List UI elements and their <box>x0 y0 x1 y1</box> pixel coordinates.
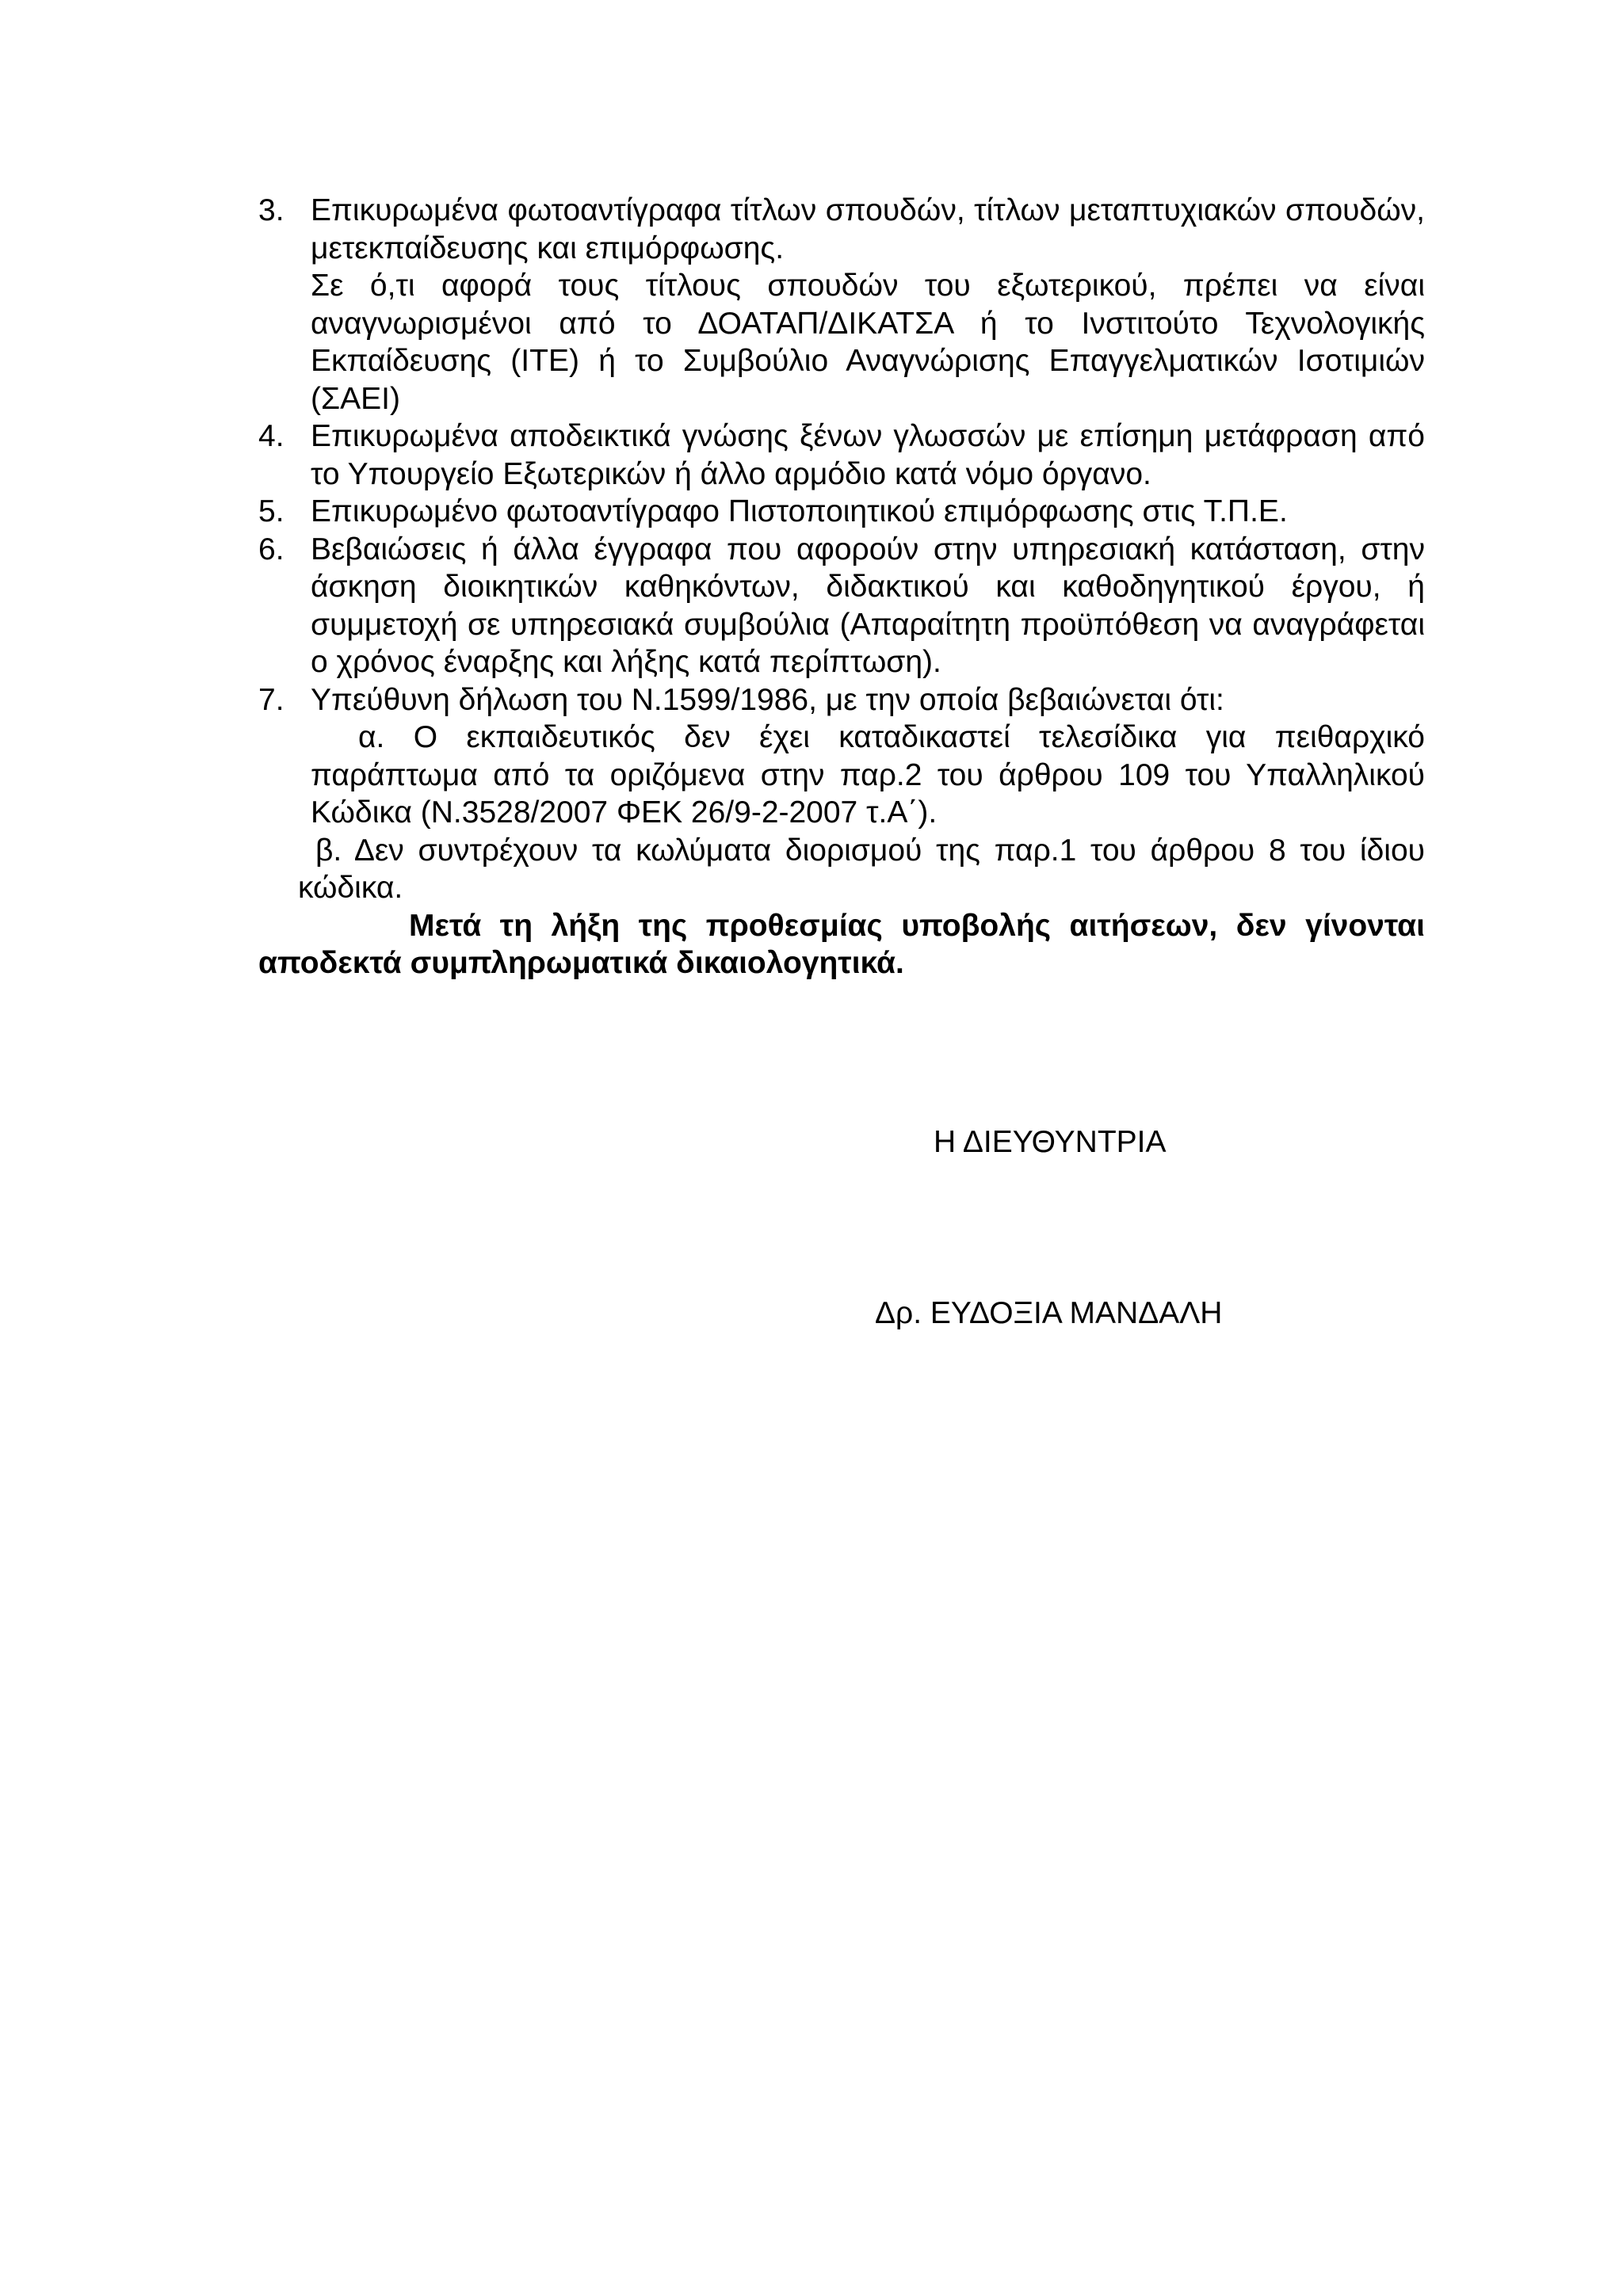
list-item-text: Επικυρωμένο φωτοαντίγραφο Πιστοποιητικού επιμόρφωσης στις Τ.Π.Ε. <box>311 494 1288 528</box>
list-number: 6. <box>258 532 285 566</box>
signature-title: Η ΔΙΕΥΘΥΝΤΡΙΑ <box>934 1125 1167 1159</box>
document-body <box>258 192 1425 982</box>
list-number: 4. <box>258 419 285 453</box>
list-item-4 <box>258 418 1425 493</box>
list-item-text: Επικυρωμένα φωτοαντίγραφα τίτλων σπουδών, τίτλων μεταπτυχιακών σπουδών, μετεκπαίδευσης και επιμόρφωσης. <box>311 193 1425 265</box>
list-item-text: Υπεύθυνη δήλωση του Ν.1599/1986, με την οποία βεβαιώνεται ότι: <box>311 682 1224 717</box>
list-number: 7. <box>258 682 285 717</box>
list-item-3 <box>258 192 1425 418</box>
list-number: 5. <box>258 494 285 528</box>
list-item-text: Σε ό,τι αφορά τους τίτλους σπουδών του εξωτερικού, πρέπει να είναι αναγνωρισμένοι από το ΔΟΑΤΑΠ/ΔΙΚΑΤΣΑ ή το Ινστιτούτο Τεχνολογικής Εκπαίδευσης (ΙΤΕ) ή το Συμβούλιο Αναγνώρισης Επαγγελματικών Ισοτιμιών (ΣΑΕΙ) <box>311 269 1425 416</box>
list-number: 3. <box>258 193 285 227</box>
list-item-text: Επικυρωμένα αποδεικτικά γνώσης ξένων γλωσσών με επίσημη μετάφραση από το Υπουργείο Εξωτερικών ή άλλο αρμόδιο κατά νόμο όργανο. <box>311 419 1425 491</box>
sub-item-b: β. Δεν συντρέχουν τα κωλύματα διορισμού της παρ.1 του άρθρου 8 του ίδιου κώδικα. <box>298 833 1425 905</box>
sub-item-a: α. Ο εκπαιδευτικός δεν έχει καταδικαστεί τελεσίδικα για πειθαρχικό παράπτωμα από τα οριζόμενα στην παρ.2 του άρθρου 109 του Υπαλληλικού Κώδικα (Ν.3528/2007 ΦΕΚ 26/9-2-2007 τ.Α΄). <box>311 720 1425 830</box>
list-item-text: Βεβαιώσεις ή άλλα έγγραφα που αφορούν στην υπηρεσιακή κατάσταση, στην άσκηση διοικητικών καθηκόντων, διδακτικού και καθοδηγητικού έργου, ή συμμετοχή σε υπηρεσιακά συμβούλια (Απαραίτητη προϋπόθεση να αναγράφεται ο χρόνος έναρξης και λήξης κατά περίπτωση). <box>311 532 1425 679</box>
signature-name: Δρ. ΕΥΔΟΞΙΑ ΜΑΝΔΑΛΗ <box>875 1296 1223 1330</box>
list-item-5 <box>258 493 1425 531</box>
list-item-7 <box>258 681 1425 719</box>
deadline-notice: Μετά τη λήξη της προθεσμίας υποβολής αιτήσεων, δεν γίνονται αποδεκτά συμπληρωματικά δικαιολογητικά. <box>258 908 1425 980</box>
list-item-6 <box>258 531 1425 681</box>
